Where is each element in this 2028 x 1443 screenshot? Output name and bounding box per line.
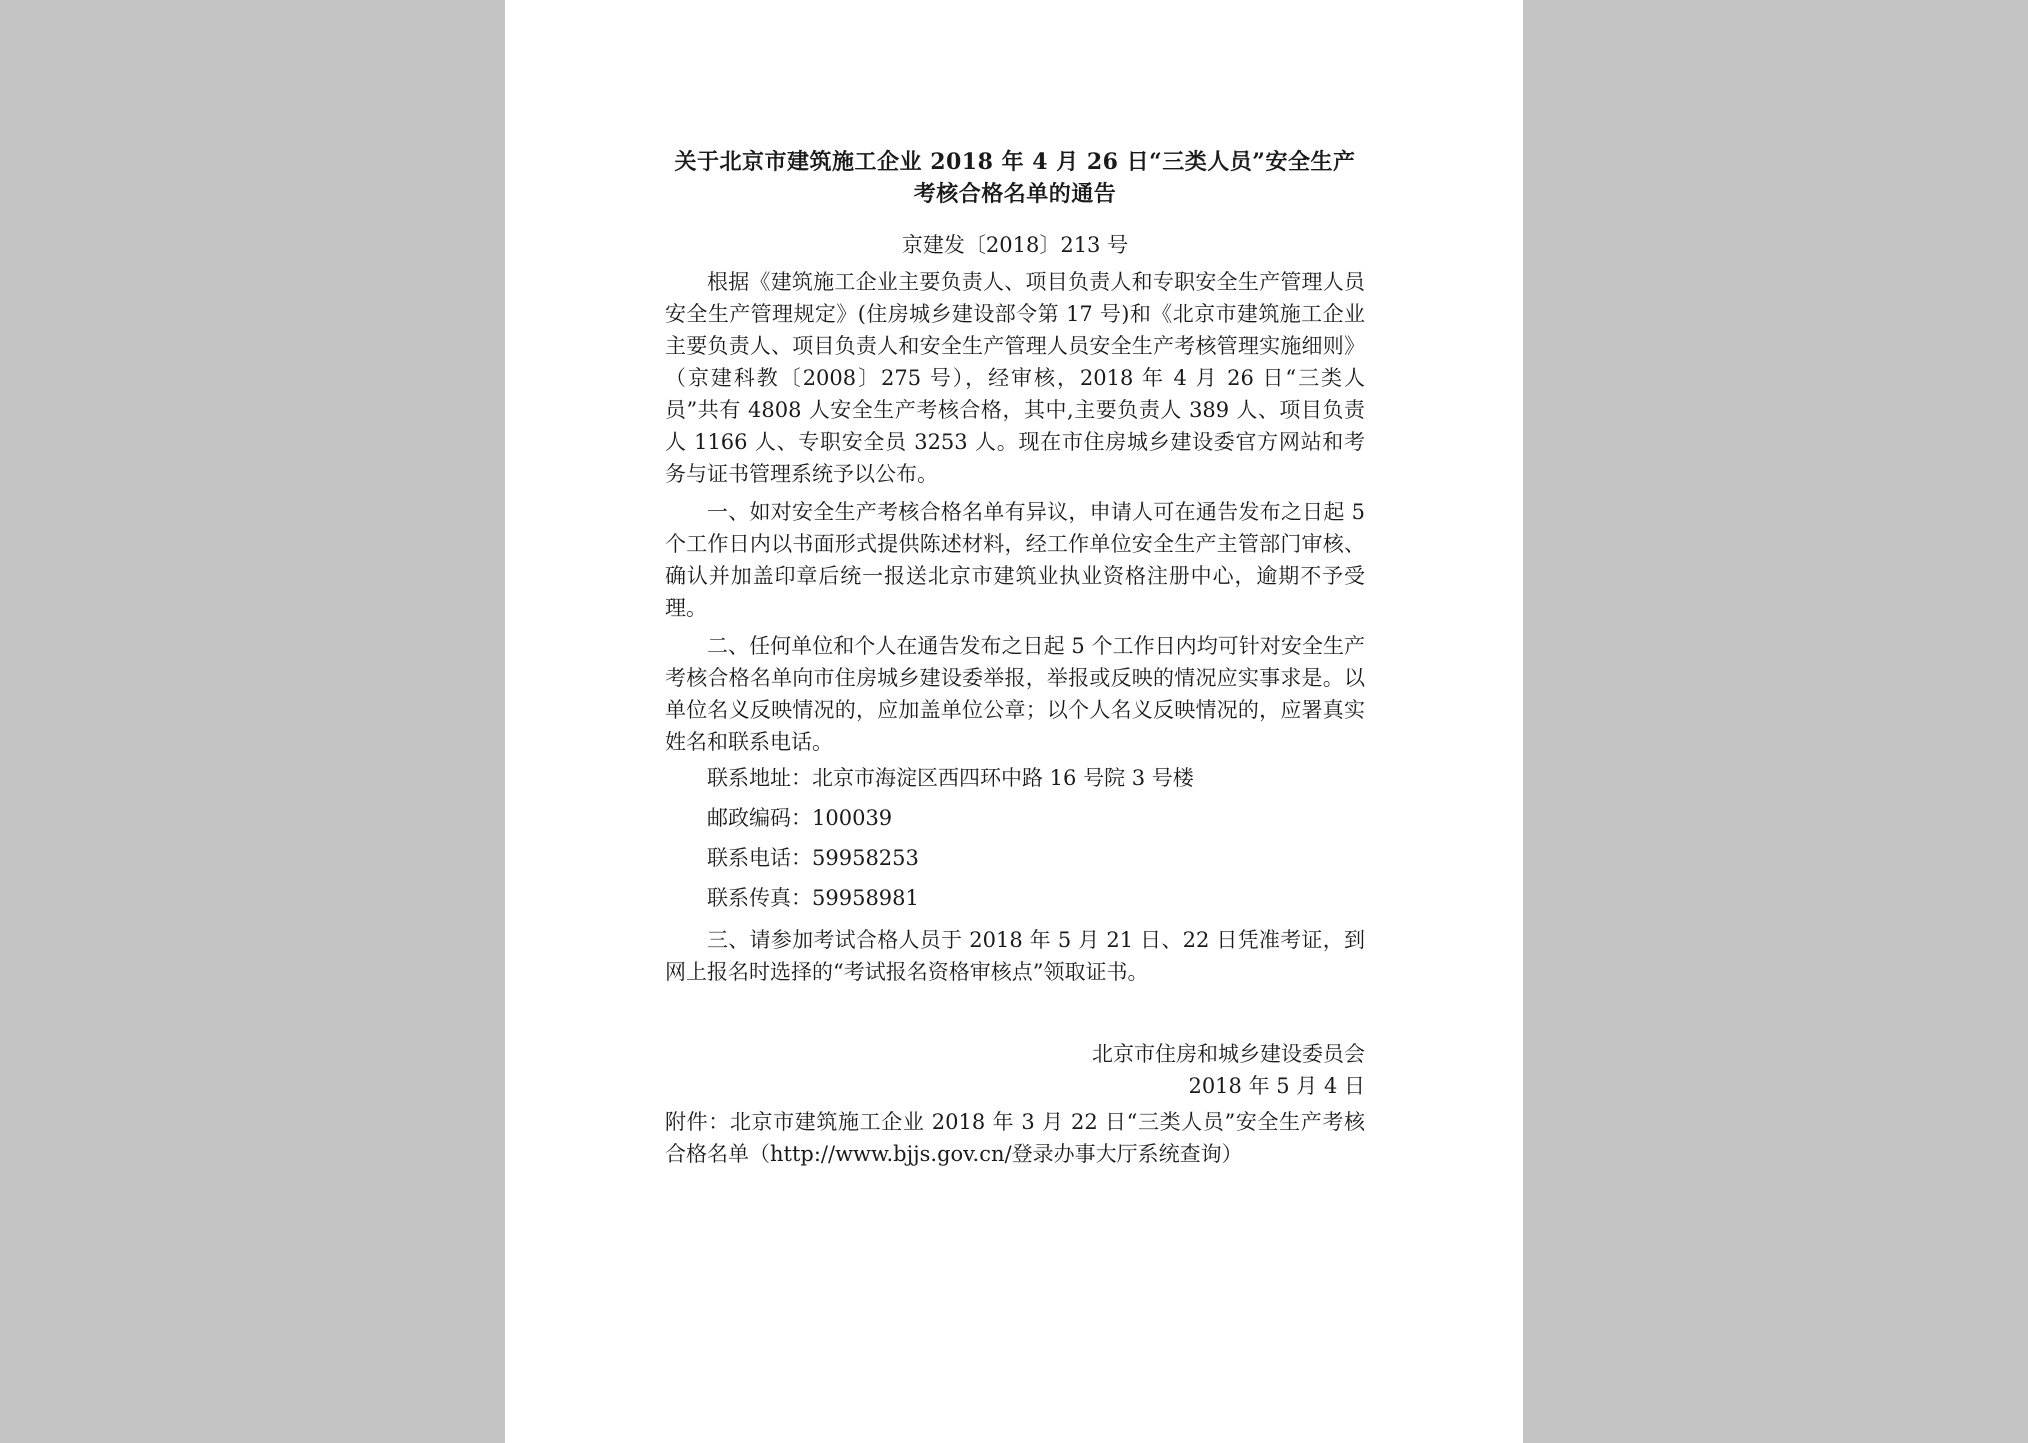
title-line-2: 考核合格名单的通告 [913, 181, 1117, 207]
contact-phone: 联系电话：59958253 [707, 846, 919, 870]
attachment-note: 附件：北京市建筑施工企业 2018 年 3 月 22 日“三类人员”安全生产考核合格名单（http://www.bjjs.gov.cn/登录办事大厅系统查询） [665, 1110, 1365, 1166]
document-page [505, 0, 1523, 1443]
postal-code: 邮政编码：100039 [707, 806, 893, 830]
item-three-paragraph: 三、请参加考试合格人员于 2018 年 5 月 21 日、22 日凭准考证，到网上报名时选择的“考试报名资格审核点”领取证书。 [665, 928, 1365, 984]
intro-paragraph: 根据《建筑施工企业主要负责人、项目负责人和专职安全生产管理人员安全生产管理规定》(住房城乡建设部令第 17 号)和《北京市建筑施工企业主要负责人、项目负责人和安全生产管理人员安全生产考核管理实施细则》（京建科教〔2008〕275 号），经审核，2018 年 4 月 26 日“三类人员”共有 4808 人安全生产考核合格，其中,主要负责人 389 人、项目负责人 1166 人、专职安全员 3253 人。现在市住房城乡建设委官方网站和考务与证书管理系统予以公布。 [665, 270, 1365, 486]
item-two-paragraph: 二、任何单位和个人在通告发布之日起 5 个工作日内均可针对安全生产考核合格名单向市住房城乡建设委举报，举报或反映的情况应实事求是。以单位名义反映情况的，应加盖单位公章；以个人名义反映情况的，应署真实姓名和联系电话。 [665, 634, 1365, 754]
signature-block [665, 1038, 1365, 1102]
signature-date: 2018 年 5 月 4 日 [1188, 1074, 1365, 1098]
signature-organization: 北京市住房和城乡建设委员会 [1092, 1042, 1365, 1066]
contact-fax: 联系传真：59958981 [707, 886, 919, 910]
contact-address: 联系地址：北京市海淀区西四环中路 16 号院 3 号楼 [707, 766, 1194, 790]
document-content [665, 146, 1365, 1170]
document-title [665, 146, 1365, 210]
item-one-paragraph: 一、如对安全生产考核合格名单有异议，申请人可在通告发布之日起 5 个工作日内以书面形式提供陈述材料，经工作单位安全生产主管部门审核、确认并加盖印章后统一报送北京市建筑业执业资格注册中心，逾期不予受理。 [665, 500, 1365, 620]
document-number: 京建发〔2018〕213 号 [901, 233, 1129, 257]
title-line-1: 关于北京市建筑施工企业 2018 年 4 月 26 日“三类人员”安全生产 [674, 149, 1356, 175]
